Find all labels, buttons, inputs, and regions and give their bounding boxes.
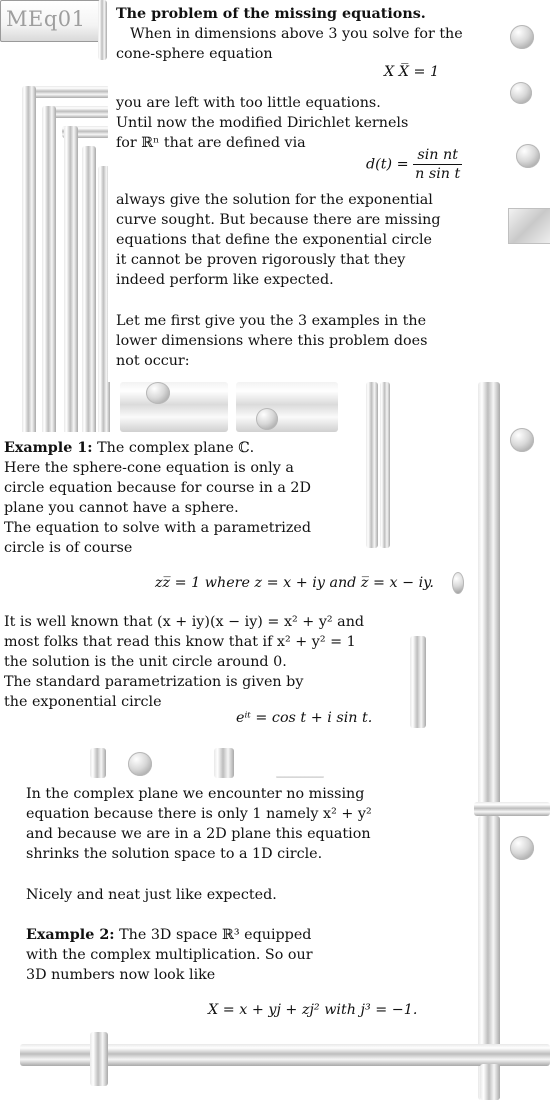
- equation-dirichlet: d(t) = $\frac{\text{sin nt}}{\text{n sin t}}$: [366, 147, 461, 182]
- block-decoration: [508, 208, 550, 244]
- pipe-decoration: [64, 126, 78, 436]
- ball-decoration: [146, 382, 170, 404]
- ball-decoration: [256, 408, 278, 430]
- paragraph: with the complex multiplication. So our 3D numbers now look like: [26, 947, 313, 983]
- paragraph: Nicely and neat just like expected.: [26, 887, 277, 903]
- paragraph: always give the solution for the exponential curve sought. But because there are missing equations that define the exponential circle it cannot be proven rigorously that they indeed perform like expected.: [116, 192, 441, 288]
- pipe-decoration: [42, 106, 56, 436]
- equation-circle: zz̅ = 1 where z = x + iy and z̅ = x − iy.: [155, 575, 434, 591]
- pipe-decoration: [90, 748, 106, 778]
- equation-cone-sphere: X X̅ = 1: [384, 64, 440, 80]
- ball-decoration: [510, 82, 532, 104]
- ball-decoration: [128, 752, 152, 776]
- pipe-decoration: [474, 802, 550, 816]
- pipe-decoration: [120, 382, 228, 432]
- example-2-heading: Example 2: The 3D space ℝ³ equipped: [26, 927, 312, 943]
- paragraph: It is well known that (x + iy)(x − iy) = x² + y² and most folks that read this know that if x² + y² = 1 the solution is the unit circle around 0. The standard parametrization is given by the exponential circle: [4, 614, 365, 710]
- paragraph: In the complex plane we encounter no missing equation because there is only 1 namely x² + y² and because we are in a 2D plane this equation shrinks the solution space to a 1D circle.: [26, 786, 372, 862]
- pipe-decoration: [90, 1032, 108, 1086]
- title: The problem of the missing equations.: [116, 6, 426, 22]
- paragraph: you are left with too little equations. Until now the modified Dirichlet kernels for ℝⁿ that are defined via: [116, 95, 409, 151]
- equation-exponential-circle: eⁱᵗ = cos t + i sin t.: [236, 710, 373, 726]
- intro-line: When in dimensions above 3 you solve for the: [130, 26, 463, 42]
- example-1-heading: Example 1: The complex plane ℂ.: [4, 440, 255, 456]
- pipe-decoration: [214, 748, 234, 778]
- ball-decoration: [516, 144, 540, 168]
- pipe-decoration: [366, 382, 378, 548]
- equation-3d-number: X = x + yj + zj² with j³ = −1.: [208, 1002, 418, 1018]
- pipe-decoration: [478, 382, 500, 812]
- intro-line: cone-sphere equation: [116, 46, 273, 62]
- pipe-decoration: [236, 382, 338, 432]
- pipe-decoration: [82, 146, 96, 436]
- pipe-decoration: [410, 636, 426, 728]
- pipe-decoration: [380, 382, 390, 548]
- ball-decoration: [510, 836, 534, 860]
- logo-plate: [0, 0, 100, 42]
- pipe-decoration: [480, 1064, 500, 1100]
- ball-decoration: [510, 25, 534, 49]
- paragraph: Here the sphere-cone equation is only a circle equation because for course in a 2D plane you cannot have a sphere. The equation to solve with a parametrized circle is of course: [4, 460, 311, 556]
- paragraph: Let me first give you the 3 examples in the lower dimensions where this problem does not occur:: [116, 313, 428, 369]
- rule-decoration: [276, 776, 324, 778]
- pipe-decoration: [98, 0, 107, 60]
- ball-decoration: [510, 428, 534, 452]
- ball-decoration: [452, 572, 464, 594]
- pipe-decoration: [22, 86, 36, 436]
- logo-text: MEq01: [6, 7, 86, 31]
